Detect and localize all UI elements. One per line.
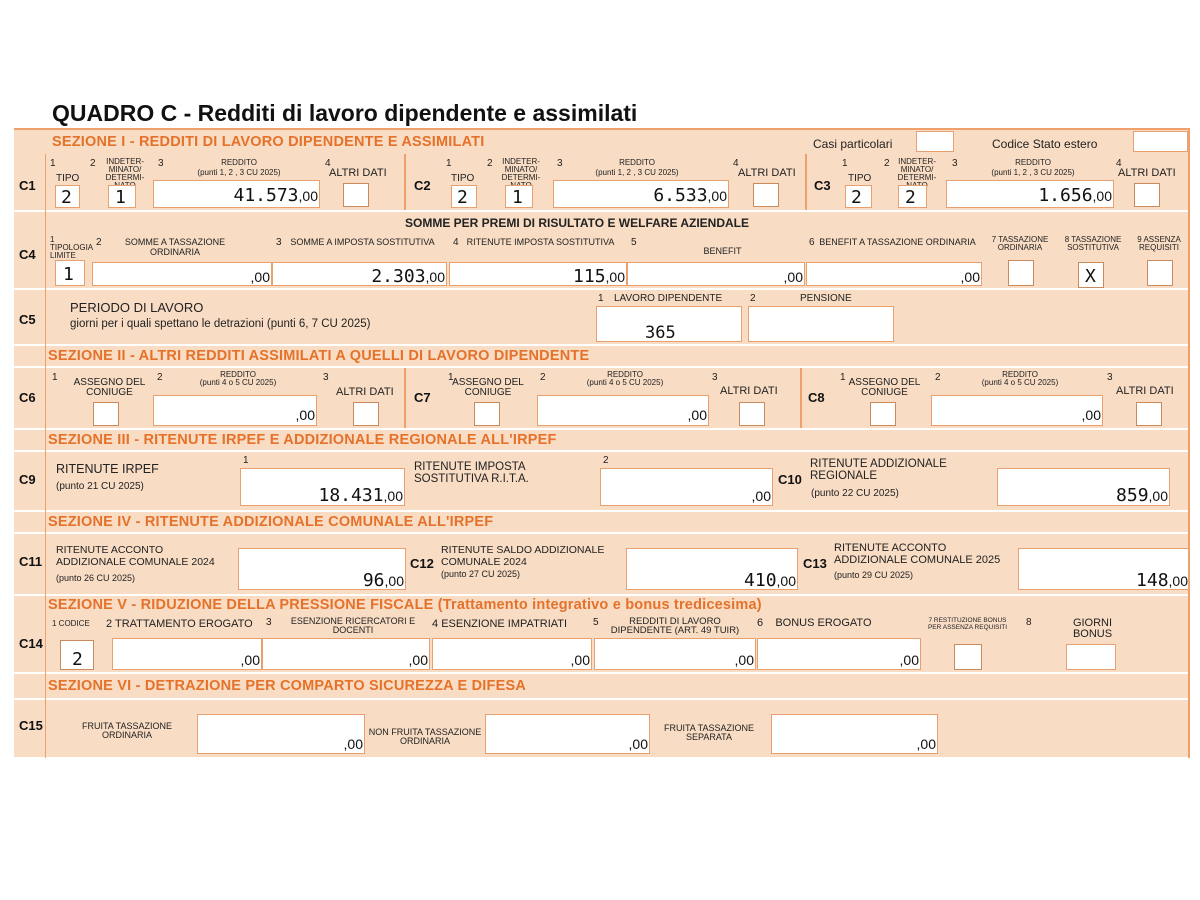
- c8-altri-dati-checkbox[interactable]: [1136, 402, 1162, 426]
- c4-ritenute-field[interactable]: 115,00: [449, 262, 627, 286]
- codice-stato-estero-label: Codice Stato estero: [992, 137, 1098, 151]
- c2-altri-dati-checkbox[interactable]: [753, 183, 779, 207]
- c6-reddito-field[interactable]: ,00: [153, 395, 317, 426]
- c2-tipo-value: 2: [457, 187, 468, 208]
- c3-reddito-field[interactable]: 1.656,00: [946, 180, 1114, 208]
- row-code-c8: C8: [808, 390, 825, 405]
- ritenute-add-reg-label: RITENUTE ADDIZIONALE REGIONALE: [810, 458, 947, 482]
- c14-bonus-erogato-field[interactable]: ,00: [757, 638, 921, 670]
- sezione-1-heading: SEZIONE I - REDDITI DI LAVORO DIPENDENTE E ASSIMILATI: [52, 134, 485, 150]
- row-code-c5: C5: [19, 312, 36, 327]
- c3-tipo-field[interactable]: [845, 185, 872, 208]
- benefit-ordinaria-label: BENEFIT A TASSAZIONE ORDINARIA: [819, 237, 976, 247]
- periodo-lavoro-label: PERIODO DI LAVORO: [70, 300, 204, 315]
- sezione-5-heading: SEZIONE V - RIDUZIONE DELLA PRESSIONE FISCALE (Trattamento integrativo e bonus tredicesima): [48, 597, 762, 613]
- row-code-c15: C15: [19, 718, 43, 733]
- c6-assegno-checkbox[interactable]: [93, 402, 119, 426]
- row-code-c6: C6: [19, 390, 36, 405]
- c3-altri-dati-checkbox[interactable]: [1134, 183, 1160, 207]
- fruita-ordinaria-label: FRUITA TASSAZIONE ORDINARIA: [81, 721, 172, 740]
- c3-indeterminato-value: 2: [905, 187, 916, 208]
- sezione-4-heading: SEZIONE IV - RITENUTE ADDIZIONALE COMUNALE ALL'IRPEF: [48, 514, 494, 530]
- c2-tipo-field[interactable]: [451, 185, 477, 208]
- c10-addizionale-regionale-field[interactable]: 859,00: [997, 468, 1170, 506]
- casi-particolari-label: Casi particolari: [813, 137, 893, 151]
- tassazione-sostitutiva-label: 8 TASSAZIONE SOSTITUTIVA: [1064, 235, 1122, 252]
- c14-restituzione-checkbox[interactable]: [954, 644, 982, 670]
- ritenute-sostitutiva-label: RITENUTE IMPOSTA SOSTITUTIVA: [466, 237, 615, 247]
- c5-lavoro-dipendente-field[interactable]: [596, 306, 742, 342]
- c14-redditi-art49-field[interactable]: ,00: [594, 638, 756, 670]
- c5-pensione-field[interactable]: [748, 306, 894, 342]
- ritenute-rita-label: RITENUTE IMPOSTA SOSTITUTIVA R.I.T.A.: [414, 461, 529, 485]
- quadro-c-form: QUADRO C - Redditi di lavoro dipendente e assimilati SEZIONE I - REDDITI DI LAVORO DIPENDENTE E ASSIMILATI Casi particolari Codice Stato estero C1 1 TIPO 2 2 INDETER-MINATO/ DETERMI- 1 3 REDDITO (punti 1, 2 , 3 CU 2025) 41.573,00 4 ALTRI DATI C2 1 TIPO 2 2 INDETER-MINATO/ DETERMI- 1 3 REDDITO (punti 1, 2 , 3 CU 2025) 6.533,00 4 ALTRI DATI C3 1 TIPO 2 2 INDETER-MINATO/ DETERMI- 2 3 REDDITO (punti 1, 2 , 3 CU 2025) 1.656,00 4 ALTRI DATI SOMME PER PREMI DI RISULTATO E WELFARE AZIENDALE C4 1 TIPOLOGIA LIMITE 1 2 SOMME A TASSAZIONE ORDINARIA ,00 3 SOMME A IMPOSTA SOSTITUTIVA 2.303,00 4 RITENUTE IMPOSTA SOSTITUTIVA 115,00 5 BENEFIT ,00 6 BENEFIT A TASSAZIONE ORDINARIA ,00 7 TASSAZIONE ORDINARIA 8 TASSAZIONE SOSTITUTIVA X 9 ASSENZA REQUISITI C5 PERIODO DI LAVORO giorni per i quali spettano le detrazioni (punti 6, 7 CU 2025) 1 LAVORO DIPENDENTE 365 2 PENSIONE SEZIONE II - ALTRI REDDITI ASSIMILATI A QUELLI DI LAVORO DIPENDENTE C6 1 ASSEGNO DEL CONIUGE 2 REDDITO (punti 4 o 5 CU 2025) ,00 3 ALTRI DATI C7 1 ASSEGNO DEL CONIUGE 2 REDDITO (punti 4 o 5 CU 2025) ,00 3 ALTRI DATI C8 1 ASSEGNO DEL CONIUGE 2 REDDITO (punti 4 o 5 CU 2025) ,00 3 ALTRI DATI SEZIONE III - RITENUTE IRPEF E ADDIZIONALE REGIONALE ALL'IRPEF C9 RITENUTE IRPEF (punto 21 CU 2025) 1 18.431,00 RITENUTE IMPOSTA SOSTITUTIVA R.I.T.A. 2 ,00 C10 RITENUTE ADDIZIONALE REGIONALE (punto 22 CU 2025) 859,00 SEZIONE IV - RITENUTE ADDIZIONALE COMUNALE ALL'IRPEF C11 RITENUTE ACCONTO ADDIZIONALE COMUNALE 2024 (punto 26 CU 2025) 96,00 C12 RITENUTE SALDO ADDIZIONALE COMUNALE 2024 (punto 27 CU 2025) 410,00 C13 RITENUTE ACCONTO ADDIZIONALE COMUNALE 2025 (punto 29 CU 2025) 148,00 SEZIONE V - RIDUZIONE DELLA PRESSIONE FISCALE (Trattamento integrativo e bonus tredicesima) C14 1 CODICE 2 2 TRATTAMENTO EROGATO ,00 3 ESENZIONE RICERCATORI E DOCENTI ,00 4 ESENZIONE IMPATRIATI ,00 5 REDDITI DI LAVORO DIPENDENTE (ART. 49 TUIR) ,00 6 BONUS EROGATO ,00 7 RESTITUZIONE BONUS PER ASSENZA REQUISITI 8 GIORNI BONUS SEZIONE VI - DETRAZIONE PER COMPARTO SICUREZZA E DIFESA C15 FRUITA TASSAZIONE ORDINARIA ,00 NON FRUITA TASSAZIONE ORDINARIA ,00 FRUITA TASSAZIONE SEPARATA ,00: [0, 0, 1200, 900]
- c4-somme-sostitutiva-field[interactable]: 2.303,00: [272, 262, 447, 286]
- c4-tipologia-field[interactable]: [55, 260, 85, 286]
- c3-indeterminato-field[interactable]: [898, 185, 927, 208]
- c1-altri-dati-checkbox[interactable]: [343, 183, 369, 207]
- codice-stato-estero-input[interactable]: [1133, 131, 1188, 152]
- row-code-c13: C13: [803, 556, 827, 571]
- c9-ritenute-irpef-value: 18.431: [318, 485, 384, 506]
- saldo-2024-label: RITENUTE SALDO ADDIZIONALE COMUNALE 2024: [441, 544, 605, 568]
- c11-acconto-value: 96: [362, 570, 385, 591]
- non-fruita-ordinaria-label: NON FRUITA TASSAZIONE ORDINARIA: [368, 727, 482, 746]
- bonus-erogato-label: 6 BONUS EROGATO: [757, 617, 872, 629]
- altri-dati-label: ALTRI DATI: [329, 167, 387, 179]
- pensione-label: PENSIONE: [800, 293, 852, 304]
- assegno-coniuge-label: ASSEGNO DEL CONIUGE: [73, 377, 146, 398]
- row-code-c14: C14: [19, 636, 43, 651]
- indeterminato-label: INDETER-MINATO/ DETERMI-: [105, 157, 145, 182]
- c14-esenzione-impatriati-field[interactable]: ,00: [432, 638, 592, 670]
- c1-reddito-value: 41.573: [233, 185, 299, 206]
- tipo-label: TIPO: [56, 173, 80, 184]
- fruita-separata-label: FRUITA TASSAZIONE SEPARATA: [663, 723, 754, 742]
- codice-label: 1 CODICE: [52, 619, 90, 628]
- premi-title: SOMME PER PREMI DI RISULTATO E WELFARE AZIENDALE: [405, 216, 750, 230]
- c2-indeterminato-field[interactable]: [505, 185, 533, 208]
- c13-acconto-field[interactable]: 148,00: [1018, 548, 1190, 590]
- ritenute-irpef-label: RITENUTE IRPEF: [56, 462, 159, 476]
- row-code-c4: C4: [19, 247, 36, 262]
- row-code-c1: C1: [19, 178, 36, 193]
- restituzione-bonus-label: 7 RESTITUZIONE BONUS PER ASSENZA REQUISITI: [927, 617, 1008, 631]
- c4-benefit-field[interactable]: ,00: [627, 262, 805, 286]
- c15-fruita-separata-field[interactable]: ,00: [771, 714, 938, 754]
- c2-reddito-field[interactable]: 6.533,00: [553, 180, 729, 208]
- c9-rita-field[interactable]: ,00: [600, 468, 773, 506]
- c8-reddito-field[interactable]: ,00: [931, 395, 1103, 426]
- c4-somme-sostitutiva-value: 2.303: [371, 266, 426, 287]
- c14-trattamento-field[interactable]: ,00: [112, 638, 262, 670]
- c4-tassazione-sostitutiva-checkbox[interactable]: [1078, 262, 1104, 288]
- esenzione-impatriati-label: 4 ESENZIONE IMPATRIATI: [432, 618, 568, 630]
- c15-fruita-ordinaria-field[interactable]: ,00: [197, 714, 365, 754]
- casi-particolari-input[interactable]: [916, 131, 954, 152]
- trattamento-erogato-label: 2 TRATTAMENTO EROGATO: [106, 618, 253, 630]
- c6-altri-dati-checkbox[interactable]: [353, 402, 379, 426]
- c7-assegno-checkbox[interactable]: [474, 402, 500, 426]
- row-code-c11: C11: [19, 554, 43, 569]
- c1-tipo-value: 2: [61, 187, 72, 208]
- c1-indeterminato-value: 1: [115, 187, 126, 208]
- redditi-art49-label: REDDITI DI LAVORO DIPENDENTE (ART. 49 TUIR): [610, 616, 740, 636]
- c4-benefit-ordinaria-field[interactable]: ,00: [806, 262, 982, 286]
- periodo-giorni-label: giorni per i quali spettano le detrazioni (punti 6, 7 CU 2025): [70, 318, 371, 330]
- c4-somme-ordinaria-field[interactable]: ,00: [92, 262, 272, 286]
- c5-lavoro-dipendente-value: 365: [645, 323, 676, 343]
- sezione-2-heading: SEZIONE II - ALTRI REDDITI ASSIMILATI A QUELLI DI LAVORO DIPENDENTE: [48, 348, 590, 364]
- somme-sostitutiva-label: SOMME A IMPOSTA SOSTITUTIVA: [290, 237, 435, 247]
- c12-saldo-value: 410: [744, 570, 777, 591]
- c15-non-fruita-ordinaria-field[interactable]: ,00: [485, 714, 650, 754]
- row-code-c3: C3: [814, 178, 831, 193]
- c11-acconto-field[interactable]: 96,00: [238, 548, 406, 590]
- c4-tassazione-ordinaria-checkbox[interactable]: [1008, 260, 1034, 286]
- c1-indeterminato-field[interactable]: [108, 185, 136, 208]
- page-title: QUADRO C - Redditi di lavoro dipendente e assimilati: [52, 100, 638, 126]
- c4-assenza-requisiti-checkbox[interactable]: [1147, 260, 1173, 286]
- sezione-6-heading: SEZIONE VI - DETRAZIONE PER COMPARTO SICUREZZA E DIFESA: [48, 678, 526, 694]
- c14-esenzione-ricercatori-field[interactable]: ,00: [262, 638, 430, 670]
- row-code-c7: C7: [414, 390, 431, 405]
- c14-codice-field[interactable]: [60, 640, 94, 670]
- c9-ritenute-irpef-field[interactable]: 18.431,00: [240, 468, 405, 506]
- c2-indeterminato-value: 1: [512, 187, 523, 208]
- c3-tipo-value: 2: [851, 187, 862, 208]
- c7-reddito-field[interactable]: ,00: [537, 395, 709, 426]
- esenzione-ricercatori-label: ESENZIONE RICERCATORI E DOCENTI: [290, 616, 416, 635]
- c1-tipo-field[interactable]: [55, 185, 80, 208]
- c13-acconto-value: 148: [1136, 570, 1169, 591]
- c2-reddito-value: 6.533: [653, 185, 708, 206]
- c4-tipologia-value: 1: [63, 264, 74, 285]
- tipologia-limite-label: 1 TIPOLOGIA LIMITE: [50, 235, 93, 260]
- c4-tassazione-sostitutiva-value: X: [1085, 266, 1096, 287]
- row-code-c10: C10: [778, 472, 802, 487]
- c14-giorni-bonus-field[interactable]: [1066, 644, 1116, 670]
- tassazione-ordinaria-label: 7 TASSAZIONE ORDINARIA: [991, 235, 1049, 252]
- giorni-bonus-label: GIORNI BONUS: [1072, 617, 1113, 640]
- acconto-2024-label: RITENUTE ACCONTO ADDIZIONALE COMUNALE 2024: [56, 544, 215, 568]
- acconto-2025-label: RITENUTE ACCONTO ADDIZIONALE COMUNALE 2025: [834, 542, 1001, 566]
- c12-saldo-field[interactable]: 410,00: [626, 548, 798, 590]
- c14-codice-value: 2: [72, 649, 83, 670]
- benefit-label: BENEFIT: [703, 246, 742, 256]
- assenza-requisiti-label: 9 ASSENZA REQUISITI: [1137, 235, 1181, 252]
- reddito-label: REDDITO (punti 1, 2 , 3 CU 2025): [197, 158, 281, 177]
- sezione-3-heading: SEZIONE III - RITENUTE IRPEF E ADDIZIONALE REGIONALE ALL'IRPEF: [48, 432, 557, 448]
- row-code-c2: C2: [414, 178, 431, 193]
- c4-ritenute-value: 115: [573, 266, 606, 287]
- row-code-c9: C9: [19, 472, 36, 487]
- lavoro-dipendente-label: LAVORO DIPENDENTE: [614, 293, 723, 304]
- somme-ordinaria-label: SOMME A TASSAZIONE ORDINARIA: [124, 237, 226, 257]
- c8-assegno-checkbox[interactable]: [870, 402, 896, 426]
- row-code-c12: C12: [410, 556, 434, 571]
- c1-reddito-field[interactable]: 41.573,00: [153, 180, 320, 208]
- c3-reddito-value: 1.656: [1038, 185, 1093, 206]
- c7-altri-dati-checkbox[interactable]: [739, 402, 765, 426]
- c10-addizionale-regionale-value: 859: [1116, 485, 1149, 506]
